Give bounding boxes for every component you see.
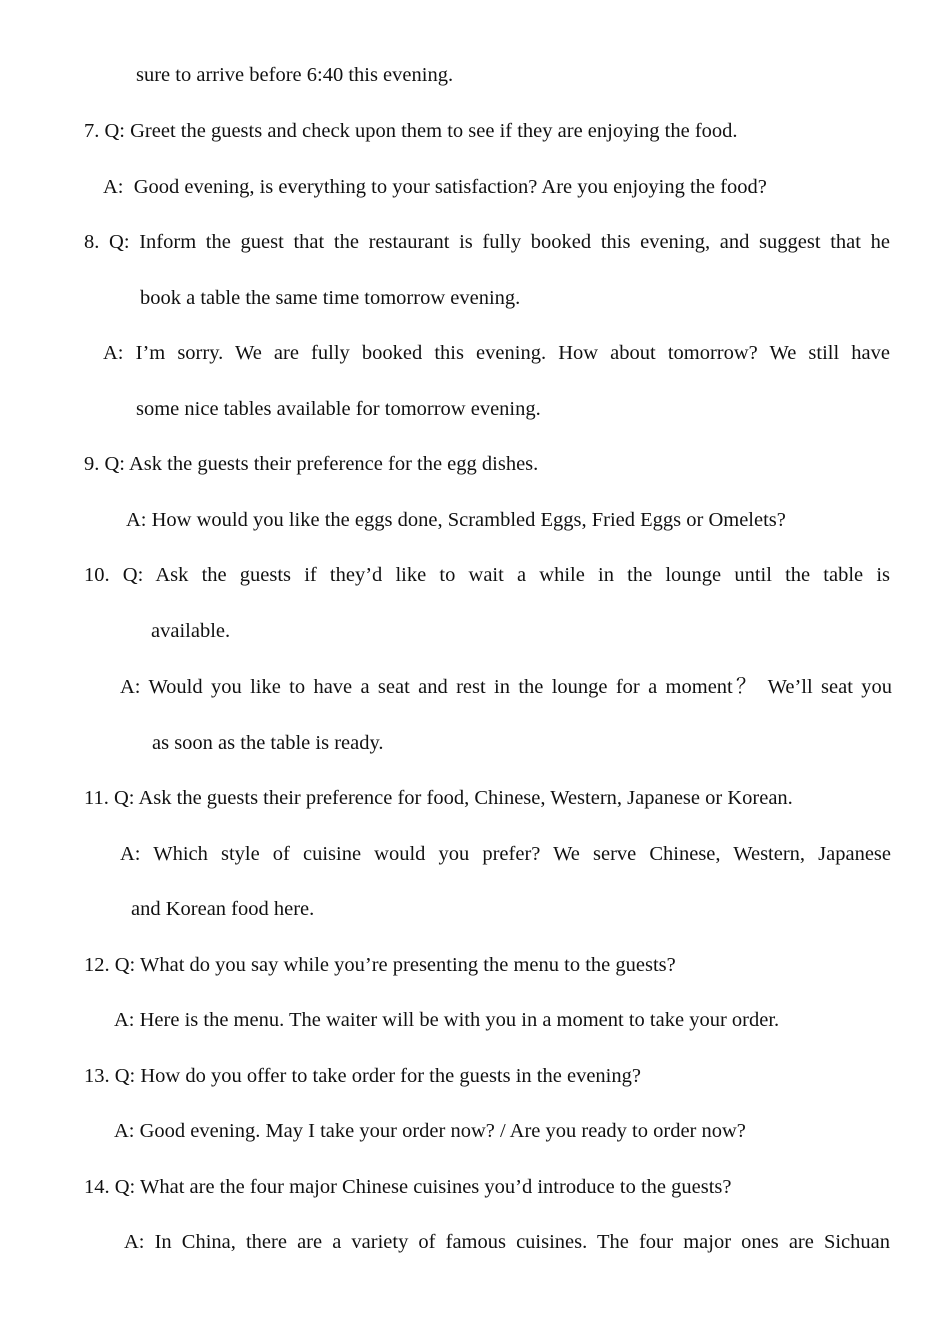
question-14: 14. Q: What are the four major Chinese cuisines you’d introduce to the guests? [84,1176,732,1198]
answer-12: A: Here is the menu. The waiter will be with you in a moment to take your order. [114,1009,780,1031]
question-8-line-2: book a table the same time tomorrow evening. [140,287,521,309]
answer-8-line-2: some nice tables available for tomorrow evening. [136,398,541,420]
question-12: 12. Q: What do you say while you’re presenting the menu to the guests? [84,954,676,976]
answer-9: A: How would you like the eggs done, Scrambled Eggs, Fried Eggs or Omelets? [126,509,786,531]
answer-8-line-1: A: I’m sorry. We are fully booked this evening. How about tomorrow? We still have [103,342,890,364]
answer-13: A: Good evening. May I take your order now? / Are you ready to order now? [114,1120,746,1142]
question-7: 7. Q: Greet the guests and check upon them to see if they are enjoying the food. [84,120,738,142]
question-10-line-1: 10. Q: Ask the guests if they’d like to wait a while in the lounge until the table is [84,564,890,586]
question-13: 13. Q: How do you offer to take order for the guests in the evening? [84,1065,641,1087]
answer-7: A: Good evening, is everything to your satisfaction? Are you enjoying the food? [103,176,767,198]
answer-11-line-2: and Korean food here. [131,898,315,920]
answer-11-line-1: A: Which style of cuisine would you prefer? We serve Chinese, Western, Japanese [120,843,891,865]
answer-14-line-1: A: In China, there are a variety of famous cuisines. The four major ones are Sichuan [124,1231,890,1253]
question-9: 9. Q: Ask the guests their preference for the egg dishes. [84,453,539,475]
continuation-text: sure to arrive before 6:40 this evening. [136,64,454,86]
answer-10-line-1: A: Would you like to have a seat and rest in the lounge for a moment？ We’ll seat you [120,676,892,698]
question-8-line-1: 8. Q: Inform the guest that the restaurant is fully booked this evening, and suggest that he [84,231,890,253]
question-11: 11. Q: Ask the guests their preference for food, Chinese, Western, Japanese or Korean. [84,787,793,809]
question-10-line-2: available. [151,620,231,642]
answer-10-line-2: as soon as the table is ready. [152,732,384,754]
